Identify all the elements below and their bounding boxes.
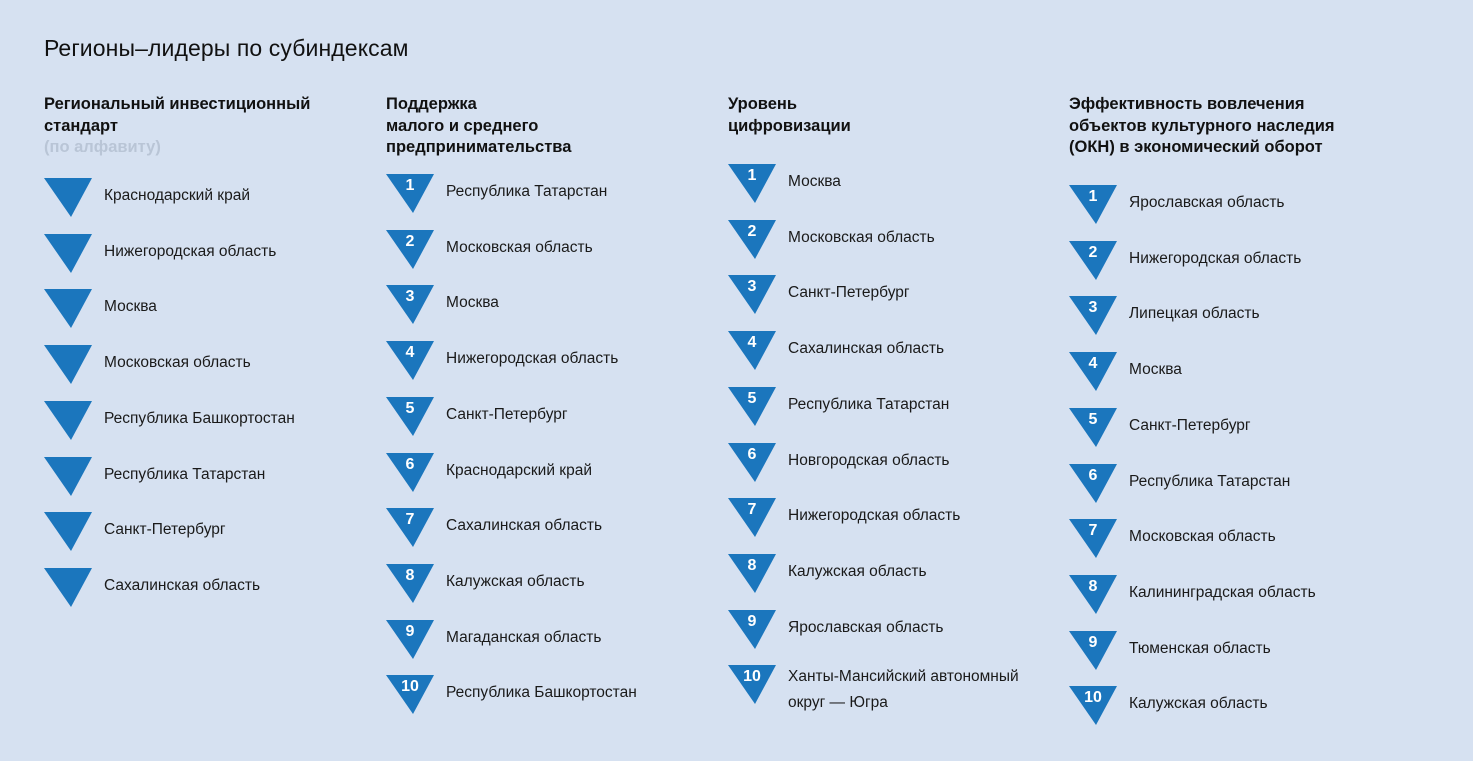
region-name: Московская область <box>446 238 593 256</box>
list-item <box>728 220 1058 268</box>
list-item <box>1069 631 1399 679</box>
column-title: Уровень цифровизации <box>728 95 851 135</box>
region-name: Новгородская область <box>788 451 950 469</box>
rank-number: 8 <box>747 556 757 574</box>
list-item <box>44 289 374 337</box>
rank-number: 7 <box>747 501 757 519</box>
region-name: Санкт-Петербург <box>446 405 568 423</box>
region-name: Калининградская область <box>1129 583 1316 601</box>
rank-number: 6 <box>405 455 415 473</box>
region-name: Сахалинская область <box>104 576 261 594</box>
list-item <box>386 564 716 612</box>
region-name: Нижегородская область <box>1129 249 1302 267</box>
region-name: Магаданская область <box>446 628 602 646</box>
column-title: Эффективность вовлечения объектов культурного наследия (ОКН) в экономический оборот <box>1069 95 1335 156</box>
region-name: Московская область <box>104 354 251 372</box>
region-name: Республика Татарстан <box>1129 472 1291 490</box>
rank-number: 1 <box>405 177 415 194</box>
column-note: (по алфавиту) <box>44 138 161 156</box>
triangle-marker-icon <box>44 568 92 608</box>
region-name: Москва <box>788 173 841 190</box>
list-item <box>44 512 374 560</box>
region-name: Республика Башкортостан <box>104 409 295 427</box>
region-name: Нижегородская область <box>104 242 277 260</box>
column-digitalization <box>728 94 1058 712</box>
region-name: Калужская область <box>788 562 927 580</box>
region-name: Ярославская область <box>788 618 944 636</box>
column-title: Региональный инвестиционный стандарт <box>44 95 311 135</box>
rank-number: 3 <box>747 278 757 296</box>
rank-number: 1 <box>747 167 757 184</box>
rank-number: 4 <box>747 334 757 352</box>
list-item <box>728 665 1058 713</box>
rank-number: 8 <box>405 566 415 584</box>
region-name: Республика Башкортостан <box>446 684 637 702</box>
region-name: Краснодарский край <box>446 461 592 479</box>
rank-number: 10 <box>1084 689 1102 707</box>
rank-number: 6 <box>1088 466 1098 484</box>
triangle-marker-icon <box>44 457 92 497</box>
region-name: Ханты-Мансийский автономный округ — Югра <box>788 668 1019 712</box>
list-item <box>44 568 374 616</box>
region-name: Калужская область <box>446 572 585 590</box>
triangle-marker-icon <box>44 345 92 385</box>
region-name: Краснодарский край <box>104 187 250 204</box>
rank-number: 10 <box>743 668 761 686</box>
region-name: Республика Татарстан <box>446 183 608 200</box>
list-item <box>44 234 374 282</box>
list-item <box>728 275 1058 323</box>
list-item <box>1069 686 1399 734</box>
list-item <box>386 285 716 333</box>
triangle-marker-icon <box>44 178 92 218</box>
column-sme-support <box>386 94 716 702</box>
region-name: Нижегородская область <box>788 507 961 525</box>
list-item <box>386 675 716 723</box>
list-item <box>386 230 716 278</box>
region-name: Тюменская область <box>1129 639 1271 657</box>
rank-number: 9 <box>747 612 757 630</box>
triangle-marker-icon <box>44 401 92 441</box>
list-item <box>728 331 1058 379</box>
triangle-marker-icon <box>44 512 92 552</box>
rank-number: 7 <box>405 511 415 529</box>
region-name: Калужская область <box>1129 695 1268 713</box>
rank-number: 9 <box>405 622 415 640</box>
column-cultural-heritage <box>1069 94 1399 713</box>
rank-number: 2 <box>405 232 415 250</box>
list-item <box>728 387 1058 435</box>
list-item <box>728 610 1058 658</box>
region-name: Москва <box>446 294 499 312</box>
region-name: Москва <box>1129 361 1182 379</box>
rank-number: 3 <box>1088 299 1098 317</box>
region-name: Санкт-Петербург <box>104 521 226 539</box>
region-name: Санкт-Петербург <box>1129 416 1251 434</box>
list-item <box>1069 519 1399 567</box>
list-item <box>1069 185 1399 233</box>
rank-number: 9 <box>1088 633 1098 651</box>
list-item <box>728 498 1058 546</box>
region-name: Ярославская область <box>1129 194 1285 211</box>
list-item <box>386 453 716 501</box>
triangle-marker-icon <box>44 289 92 329</box>
list-item <box>44 345 374 393</box>
column-investment-standard <box>44 94 374 594</box>
list-item <box>1069 352 1399 400</box>
list-item <box>386 508 716 556</box>
list-item <box>1069 241 1399 289</box>
list-item <box>44 178 374 226</box>
page-title: Регионы–лидеры по субиндексам <box>44 35 409 62</box>
list-item <box>1069 464 1399 512</box>
list-item <box>386 341 716 389</box>
list-item <box>386 174 716 222</box>
rank-number: 5 <box>405 399 415 417</box>
region-name: Сахалинская область <box>446 517 603 535</box>
rank-number: 10 <box>401 678 419 696</box>
list-item <box>386 397 716 445</box>
rank-number: 4 <box>405 344 415 362</box>
rank-number: 8 <box>1088 577 1098 595</box>
list-item <box>1069 296 1399 344</box>
rank-number: 3 <box>405 288 415 306</box>
region-name: Республика Татарстан <box>788 395 950 413</box>
region-name: Москва <box>104 298 157 316</box>
list-item <box>1069 408 1399 456</box>
region-name: Республика Татарстан <box>104 465 266 483</box>
region-name: Московская область <box>1129 528 1276 546</box>
list-item <box>728 443 1058 491</box>
rank-number: 1 <box>1088 188 1098 205</box>
rank-number: 4 <box>1088 355 1098 373</box>
column-title: Поддержка малого и среднего предпринимательства <box>386 95 572 156</box>
rank-number: 5 <box>747 389 757 407</box>
rank-number: 5 <box>1088 410 1098 428</box>
rank-number: 6 <box>747 445 757 463</box>
list-item <box>44 401 374 449</box>
rank-number: 7 <box>1088 522 1098 540</box>
region-name: Московская область <box>788 228 935 246</box>
region-name: Нижегородская область <box>446 350 619 368</box>
rank-number: 2 <box>1088 243 1098 261</box>
list-item <box>728 554 1058 602</box>
region-name: Санкт-Петербург <box>788 284 910 302</box>
list-item <box>728 164 1058 212</box>
region-name: Сахалинская область <box>788 340 945 358</box>
list-item <box>44 457 374 505</box>
rank-number: 2 <box>747 222 757 240</box>
list-item <box>1069 575 1399 623</box>
triangle-marker-icon <box>44 234 92 274</box>
list-item <box>386 620 716 668</box>
region-name: Липецкая область <box>1129 305 1260 323</box>
